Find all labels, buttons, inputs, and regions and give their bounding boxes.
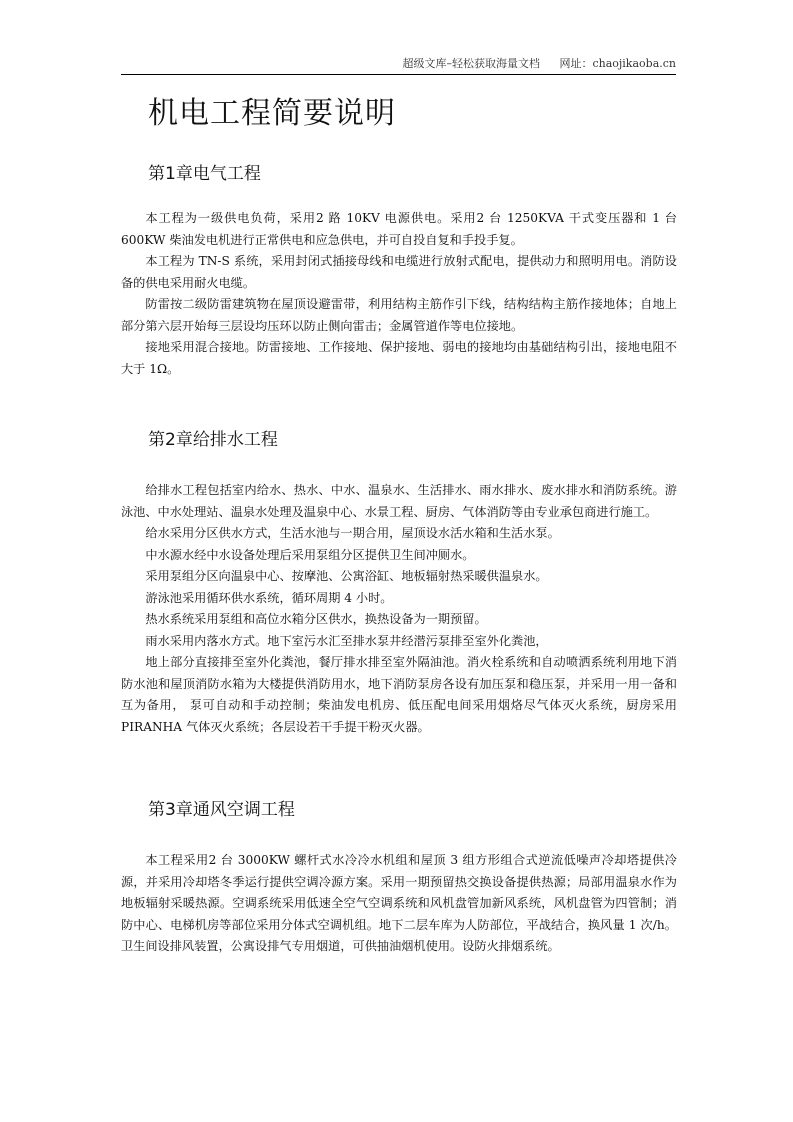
- paragraph: 采用泵组分区向温泉中心、按摩池、公寓浴缸、地板辐射热采暖供温泉水。: [145, 569, 548, 583]
- page-header: [121, 56, 676, 75]
- chapter-2-heading: 第2章给排水工程: [148, 430, 278, 450]
- header-site-name: 超级文库–轻松获取海量文档: [402, 57, 540, 70]
- paragraph: 热水系统采用泵组和高位水箱分区供水，换热设备为一期预留。: [145, 612, 487, 626]
- chapter-3-heading: 第3章通风空调工程: [148, 800, 295, 820]
- paragraph: 地上部分直接排至室外化粪池，餐厅排水排至室外隔油池。消火栓系统和自动喷洒系统利用地下消防水池和屋顶消防水箱为大楼提供消防用水，地下消防泵房各设有加压泵和稳压泵，并采用一用一备和互为备用， 泵可自动和手动控制；柴油发电机房、低压配电间采用烟烙尽气体灭火系统，厨房采用 PIRANHA 气体灭火系统；各层设若干手提干粉灭火器。: [121, 655, 677, 734]
- chapter-2-body: [121, 480, 677, 738]
- paragraph: 给水采用分区供水方式，生活水池与一期合用，屋顶设水活水箱和生活水泵。: [145, 526, 560, 540]
- chapter-1-body: [121, 208, 677, 380]
- paragraph: 游泳池采用循环供水系统，循环周期 4 小时。: [145, 590, 393, 605]
- paragraph: 防雷按二级防雷建筑物在屋顶设避雷带，利用结构主筋作引下线，结构结构主筋作接地体；自地上部分第六层开始每三层设均压环以防止侧向雷击；金属管道作等电位接地。: [121, 297, 677, 333]
- paragraph: 本工程采用2 台 3000KW 螺杆式水冷冷水机组和屋顶 3 组方形组合式逆流低噪声冷却塔提供冷源，并采用冷却塔冬季运行提供空调冷源方案。采用一期预留热交换设备提供热源；局部用温泉水作为地板辐射采暖热源。空调系统采用低速全空气空调系统和风机盘管加新风系统，风机盘管为四管制；消防中心、电梯机房等部位采用分体式空调机组。地下二层车库为人防部位，平战结合，换风量 1 次/h。卫生间设排风装置，公寓设排气专用烟道，可供抽油烟机使用。设防火排烟系统。: [121, 853, 677, 953]
- chapter-1-heading: 第1章电气工程: [148, 164, 261, 184]
- paragraph: 本工程为一级供电负荷，采用2 路 10KV 电源供电。采用2 台 1250KVA 干式变压器和 1 台 600KW 柴油发电机进行正常供电和应急供电，并可自投自复和手投手复。: [121, 211, 677, 247]
- paragraph: 接地采用混合接地。防雷接地、工作接地、保护接地、弱电的接地均由基础结构引出，接地电阻不大于 1Ω。: [121, 340, 677, 376]
- document-title: 机电工程简要说明: [148, 96, 396, 131]
- paragraph: 本工程为 TN-S 系统，采用封闭式插接母线和电缆进行放射式配电，提供动力和照明用电。消防设备的供电采用耐火电缆。: [121, 254, 677, 290]
- chapter-3-body: [121, 850, 677, 958]
- paragraph: 雨水采用内落水方式。地下室污水汇至排水泵井经潜污泵排至室外化粪池，: [145, 633, 548, 648]
- paragraph: 给排水工程包括室内给水、热水、中水、温泉水、生活排水、雨水排水、废水排水和消防系统。游泳池、中水处理站、温泉水处理及温泉中心、水景工程、厨房、气体消防等由专业承包商进行施工。: [121, 483, 677, 519]
- header-site-url: 网址：chaojikaoba.cn: [559, 57, 676, 70]
- paragraph: 中水源水经中水设备处理后采用泵组分区提供卫生间冲厕水。: [145, 547, 475, 562]
